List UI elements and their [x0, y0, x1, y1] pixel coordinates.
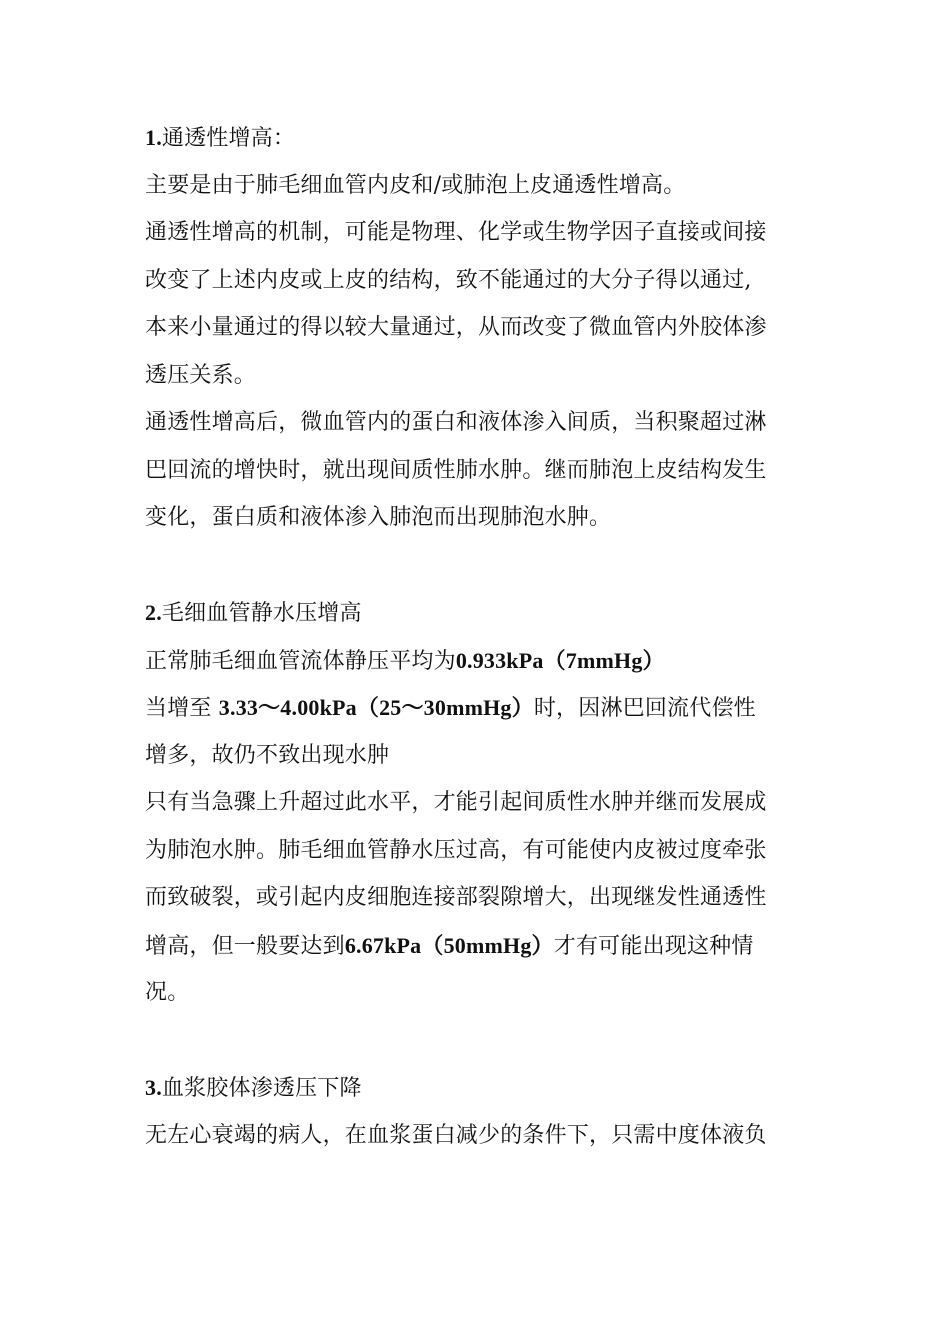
section2-line-2-value: 3.33～4.00kPa（25～30mmHg）	[218, 695, 534, 720]
section1-line-4: 本来小量通过的得以较大量通过，从而改变了微血管内外胶体渗	[145, 315, 767, 340]
section2-heading	[145, 589, 810, 637]
section1-line-5: 透压关系。	[145, 362, 257, 388]
section1-line-8: 变化，蛋白质和液体渗入肺泡而出现肺泡水肿。	[145, 505, 612, 530]
section2-line-1-value: 0.933kPa（7mmHg）	[455, 647, 665, 673]
section3-line-1: 无左心衰竭的病人，在血浆蛋白减少的条件下，只需中度体液负	[145, 1122, 767, 1148]
section2-line-7	[145, 922, 810, 970]
section2-line-7-value: 6.67kPa（50mmHg）	[344, 932, 554, 958]
section3-heading	[145, 1064, 810, 1112]
section1-line-2: 通透性增高的机制，可能是物理、化学或生物学因子直接或间接	[145, 220, 767, 245]
section2-line-2-text-a: 当增至	[145, 696, 219, 721]
section-spacer	[145, 1017, 810, 1065]
section2-line-1-text: 正常肺毛细血管流体静压平均为	[145, 648, 456, 674]
section2-line-2	[145, 684, 810, 732]
section3-number: 3.	[145, 1075, 162, 1100]
section1-line-6: 通透性增高后，微血管内的蛋白和液体渗入间质，当积聚超过淋	[145, 410, 767, 435]
section2-line-7-text-b: 才有可能出现这种情	[553, 933, 754, 959]
section2-line-2-text-b: 时，因淋巴回流代偿性	[533, 696, 756, 721]
section1-number: 1.	[145, 125, 162, 150]
section2-line-8: 况。	[145, 980, 190, 1005]
section3-heading-text: 血浆胶体渗透压下降	[161, 1076, 362, 1101]
section1-line-3: 改变了上述内皮或上皮的结构，致不能通过的大分子得以通过,	[145, 267, 752, 293]
section2-number: 2.	[145, 600, 162, 625]
document-page	[145, 114, 810, 1159]
section2-heading-text: 毛细血管静水压增高	[161, 601, 362, 626]
section1-heading-text: 通透性增高：	[161, 126, 296, 151]
section1-line-7: 巴回流的增快时，就出现间质性肺水肿。继而肺泡上皮结构发生	[145, 457, 767, 483]
section2-line-6: 而致破裂，或引起内皮细胞连接部裂隙增大，出现继发性通透性	[145, 885, 767, 910]
section2-line-3: 增多，故仍不致出现水肿	[145, 742, 390, 768]
section2-line-1	[145, 637, 810, 685]
section1-line-1: 主要是由于肺毛细血管内皮和/或肺泡上皮通透性增高。	[145, 172, 686, 198]
section-spacer	[145, 542, 810, 590]
section2-line-4: 只有当急骤上升超过此水平，才能引起间质性水肿并继而发展成	[145, 790, 767, 815]
section2-line-7-text-a: 增高，但一般要达到	[145, 933, 345, 959]
section2-line-5: 为肺泡水肿。肺毛细血管静水压过高，有可能使内皮被过度牵张	[145, 837, 767, 863]
section1-heading	[145, 114, 810, 162]
